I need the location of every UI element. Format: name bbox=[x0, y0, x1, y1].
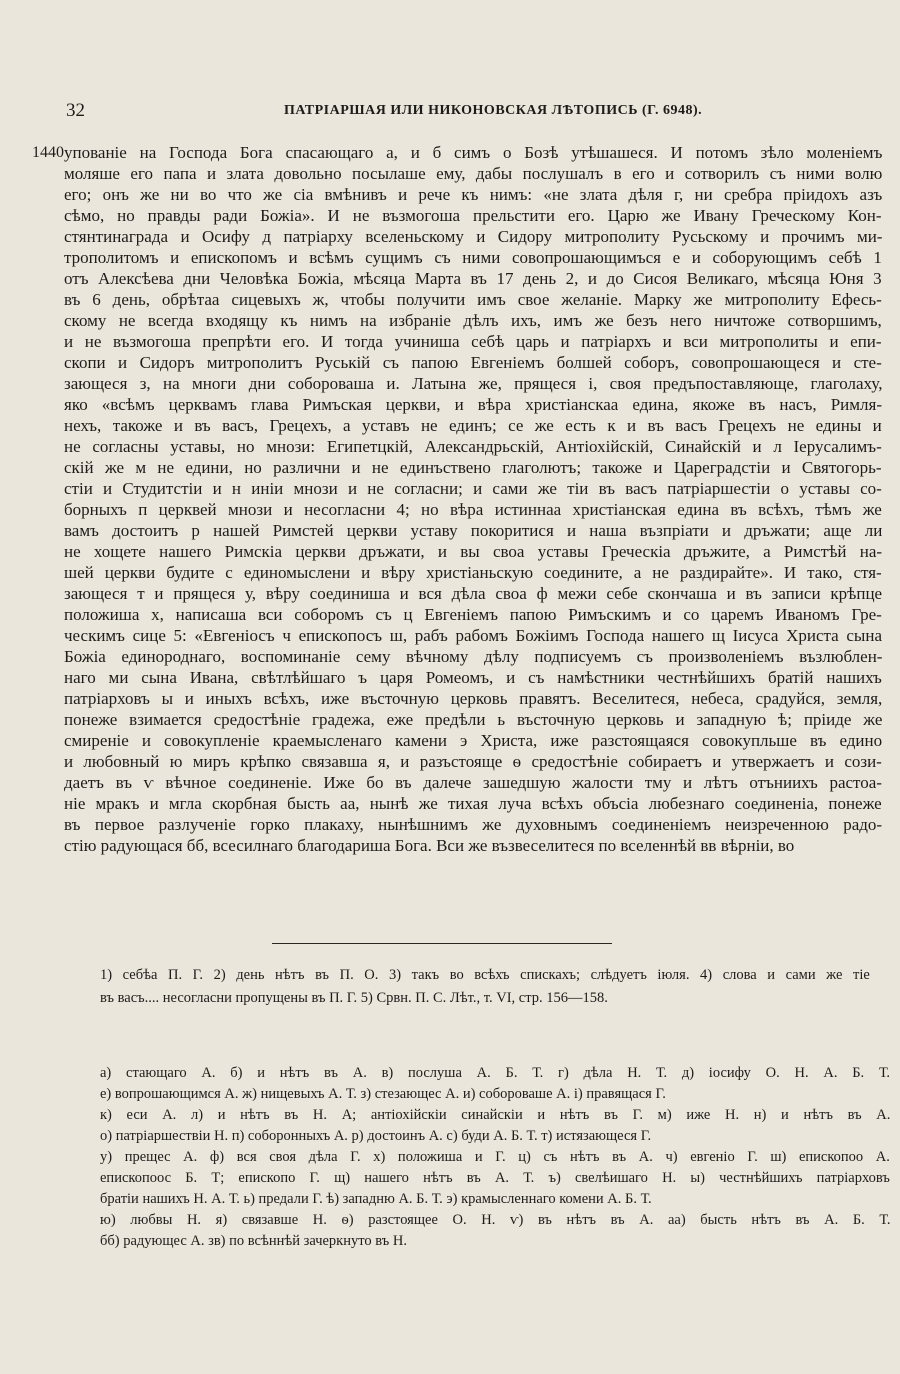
footnote-line: въ васъ.... несогласни пропущены въ П. Г. 5) Срвн. П. С. Лѣт., т. VI, стр. 156—158. bbox=[100, 990, 608, 1006]
text-line: и не възмогоша препрѣти его. И тогда учиниша себѣ царь и патріархъ и вси митрополиты и епи- bbox=[64, 332, 882, 351]
running-title: ПАТРІАРШАЯ ИЛИ НИКОНОВСКАЯ ЛѢТОПИСЬ (Г. 6948). bbox=[284, 103, 703, 118]
text-line: даетъ въ ѵ вѣчное соединеніе. Иже бо въ далече зашедшую жалости тму и лѣтъ отъниихъ растоа- bbox=[64, 773, 882, 792]
text-line: зающеся з, на многи дни собороваша и. Латына же, прящеся і, своя предъпоставляюще, глаголаху, bbox=[64, 374, 882, 393]
text-line: смиреніе и совокупленіе краемысленаго камени э Христа, иже разстоящаяся совокупльше въ едино bbox=[64, 731, 882, 750]
text-line: патріарховъ ы и иныхъ всѣхъ, иже въсточную церковь правятъ. Веселитеся, небеса, срадуйся, земля, bbox=[64, 689, 882, 708]
numbered-footnotes bbox=[100, 964, 870, 1010]
text-line: стію радующася бб, всесилнаго благодариша Бога. Вси же възвеселитеся по вселеннѣй вв вѣрніи, во bbox=[64, 836, 795, 855]
text-line: скопи и Сидоръ митрополитъ Руській съ папою Евгеніемъ болшей соборъ, совопрошающеся и сте- bbox=[64, 353, 882, 372]
text-line: положиша х, написаша вси соборомъ съ ц Евгеніемъ папою Римъскимъ и со царемъ Иваномъ Гре- bbox=[64, 605, 882, 624]
variant-note-line: ю) любвы Н. я) связавше Н. ѳ) разстоящее О. Н. ѵ) въ нѣтъ въ А. аа) бысть нѣтъ въ А. Б. Т. bbox=[100, 1212, 890, 1228]
footnote-divider bbox=[272, 943, 612, 944]
text-line: ческимъ сице 5: «Евгеніосъ ч епископосъ ш, рабъ рабомъ Божіимъ Господа нашего щ Іисуса Христа сына bbox=[64, 626, 882, 645]
text-line: упованіе на Господа Бога спасающаго а, и б симъ о Бозѣ утѣшашеся. И потомъ зѣло моленіемъ bbox=[64, 143, 882, 162]
lettered-footnotes bbox=[100, 1063, 890, 1252]
text-line: въ 6 день, обрѣтаа сицевыхъ ж, чтобы получити имъ свое желаніе. Марку же митрополиту Ефесь- bbox=[64, 290, 882, 309]
text-line: вамъ достоитъ р нашей Римстей церкви уставу покоритися и наша възпріати и дръжати; аще ли bbox=[64, 521, 882, 540]
text-line: скій же м не едини, но различни и не единъствено глаголютъ; такоже и Цареградстіи и Святогорь- bbox=[64, 458, 882, 477]
text-line: стянтинаграда и Осифу д патріарху вселеньскому и Сидору митрополиту Русьскому и прочимъ ми- bbox=[64, 227, 882, 246]
variant-note-line: братіи нашихъ Н. А. Т. ь) предали Г. ѣ) западню А. Б. Т. э) крамысленнаго комени А. Б. Т. bbox=[100, 1191, 652, 1207]
text-line: его; онъ же ни во что же сіа вмѣнивъ и рече къ нимъ: «не злата дѣля г, ни сребра пріидохъ азъ bbox=[64, 185, 882, 204]
text-line: яко «всѣмъ церквамъ глава Римъская церкви, и вѣра христіанскаа едина, якоже въ насъ, Римля- bbox=[64, 395, 882, 414]
text-line: зающеся т и прящеся у, вѣру соединиша и вся дѣла своа ф межи себе скончаша и въ записи крѣпце bbox=[64, 584, 882, 603]
page-number: 32 bbox=[66, 100, 85, 121]
text-line: и любовный ю миръ крѣпко связавша я, и разъстояще ѳ средостѣніе собираетъ и утвержаетъ и сози- bbox=[64, 752, 882, 771]
footnote-line: 1) себѣа П. Г. 2) день нѣтъ въ П. О. 3) такъ во всѣхъ спискахъ; слѣдуетъ іюля. 4) слова и сами же тіе bbox=[100, 967, 870, 983]
variant-note-line: у) прещес А. ф) вся своя дѣла Г. х) положиша и Г. ц) съ нѣтъ въ А. ч) евгеніо Г. ш) епископоо А. bbox=[100, 1149, 890, 1165]
text-line: не согласны уставы, но мнози: Египетцкій, Александрьскій, Антіохійскій, Синайскій и л Іерусалимъ- bbox=[64, 437, 882, 456]
text-line: отъ Алексѣева дни Человѣка Божіа, мѣсяца Марта въ 17 день 2, и до Сисоя Великаго, мѣсяца Юня 3 bbox=[64, 269, 882, 288]
variant-note-line: о) патріаршествіи Н. п) соборонныхъ А. р) достоинъ А. с) буди А. Б. Т. т) истязающеся Г. bbox=[100, 1128, 652, 1144]
margin-year: 1440 bbox=[32, 144, 64, 161]
text-line: шей церкви будите с единомыслени и вѣру христіаньскую соедините, а не раздирайте». И тако, стя- bbox=[64, 563, 882, 582]
text-line: стіи и Студитстіи и н иніи мнози и не согласни; и сами же тіи въ васъ патріаршестіи о уставы со- bbox=[64, 479, 882, 498]
text-line: скому не всегда входящу къ нимъ на избраніе дѣлъ ихъ, имъ же безъ него ничтоже сотворшимъ, bbox=[64, 311, 882, 330]
text-line: наго ми сына Ивана, свѣтлѣйшаго ъ царя Ромеомъ, и съ намѣстники честнѣйшихъ братій нашихъ bbox=[64, 668, 882, 687]
text-line: нехъ, такоже и въ васъ, Грецехъ, а уставъ не единъ; се же есть к и въ васъ Грецехъ не едины и bbox=[64, 416, 882, 435]
text-line: не хощете нашего Римскіа церкви дръжати, и вы своа уставы Греческіа дръжите, а Римстѣй на- bbox=[64, 542, 882, 561]
text-line: ніе мракъ и мгла скорбная бысть аа, нынѣ же тихая луча всѣхъ объсіа любезнаго соединеніа, понеже bbox=[64, 794, 882, 813]
main-text bbox=[64, 142, 882, 856]
text-line: въ первое разлученіе горко плакаху, нынѣшнимъ же духовнымъ соединеніемъ неизреченною радо- bbox=[64, 815, 882, 834]
variant-note-line: к) еси А. л) и нѣтъ въ Н. А; антіохійскіи синайскіи и нѣтъ въ Г. м) иже Н. н) и нѣтъ въ А. bbox=[100, 1107, 890, 1123]
variant-note-line: а) стающаго А. б) и нѣтъ въ А. в) послуша А. Б. Т. г) дѣла Н. Т. д) іосифу О. Н. А. Б. Т. bbox=[100, 1065, 890, 1081]
variant-note-line: е) вопрошающимся А. ж) нищевыхъ А. Т. з) стезающес А. и) собороваше А. і) правящася Г. bbox=[100, 1086, 666, 1102]
variant-note-line: епископоос Б. Т; епископо Г. щ) нашего нѣтъ въ А. Т. ъ) свелѣишаго Н. ы) честнѣйшихъ патріарховъ bbox=[100, 1170, 890, 1186]
text-line: борныхъ п церквей мнози и несогласни 4; но вѣра истиннаа христіанская едина въ всѣхъ, тѣмъ же bbox=[64, 500, 882, 519]
text-line: трополитомъ и епископомъ и всѣмъ сущимъ съ ними совопрошающимъся е и соборующимъ себѣ 1 bbox=[64, 248, 882, 267]
text-line: моляше его папа и злата довольно посылаше ему, дабы послушалъ в его и сотворилъ съ ними волю bbox=[64, 164, 882, 183]
text-line: Божіа единороднаго, воспоминаніе сему вѣчному дѣлу подписуемъ съ произволеніемъ възлюблен- bbox=[64, 647, 882, 666]
variant-note-line: бб) радующес А. зв) по всѣннѣй зачеркнуто въ Н. bbox=[100, 1233, 407, 1249]
page-header bbox=[66, 100, 866, 124]
text-line: сѣмо, но правды ради Божіа». И не възмогоша прельстити его. Царю же Ивану Греческому Кон- bbox=[64, 206, 882, 225]
text-line: понеже взимается средостѣніе градежа, еже предѣли ь въсточную церковь и западную ѣ; пріиде же bbox=[64, 710, 882, 729]
